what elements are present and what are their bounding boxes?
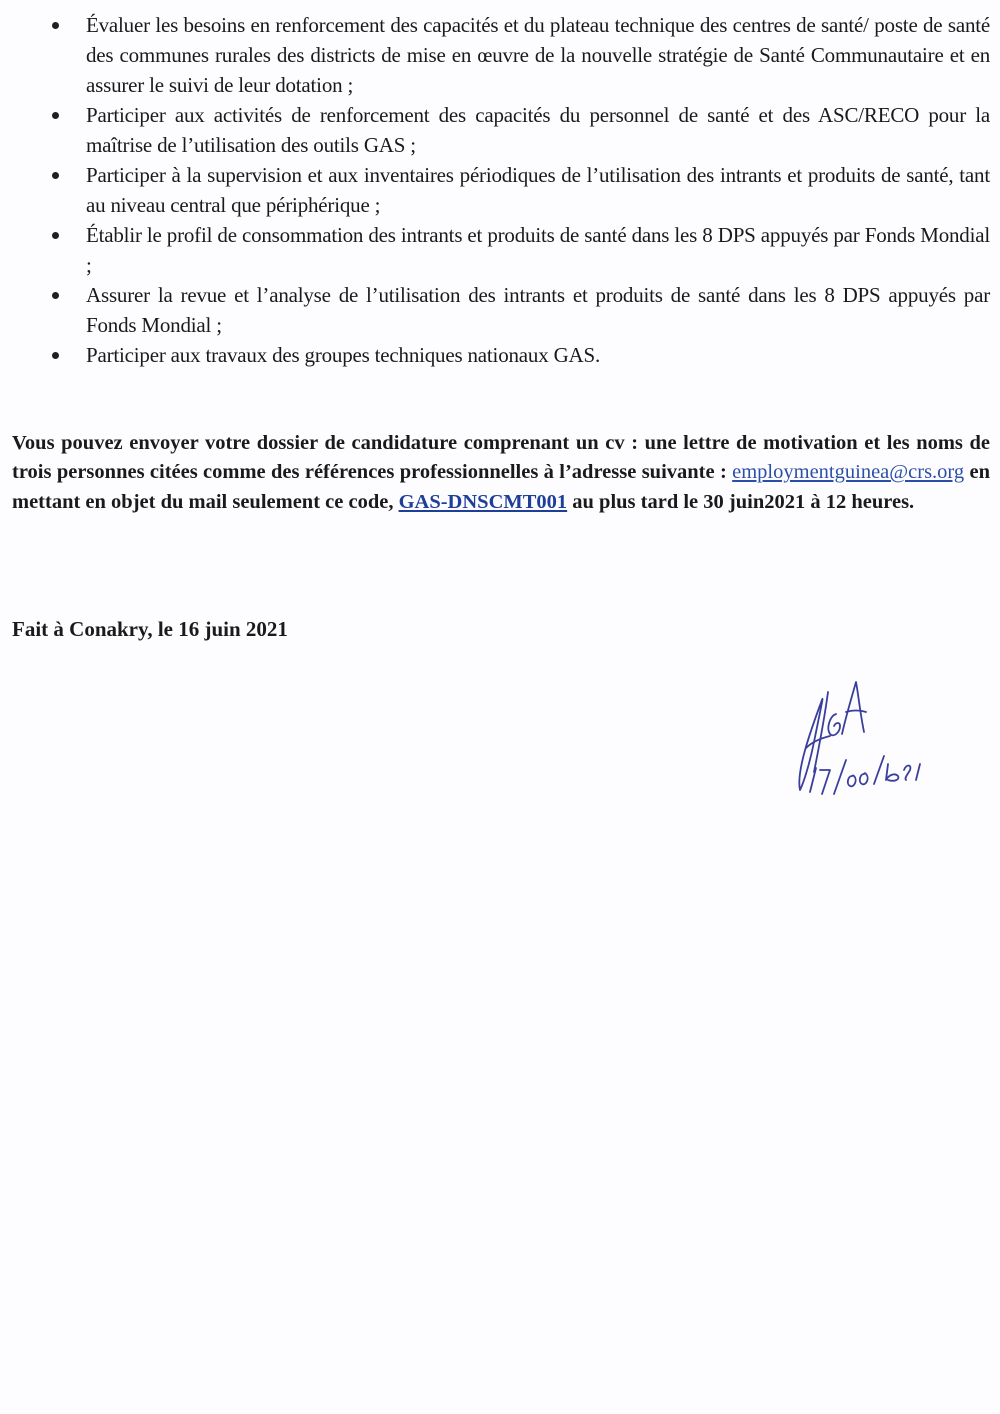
bullet-icon [52, 352, 59, 359]
handwritten-signature [770, 672, 970, 802]
list-item-text: Évaluer les besoins en renforcement des capacités et du plateau technique des centres de santé/ poste de santé des communes rurales des districts de mise en œuvre de la nouvelle stratégie de Santé Communautaire et en assurer le suivi de leur dotation ; [86, 13, 990, 97]
list-item [0, 280, 1000, 340]
responsibilities-list [0, 10, 1000, 370]
list-item [0, 340, 1000, 370]
list-item-text: Établir le profil de consommation des intrants et produits de santé dans les 8 DPS appuyés par Fonds Mondial ; [86, 223, 990, 277]
list-item [0, 100, 1000, 160]
application-instructions [12, 429, 990, 518]
application-text-middle: en mettant en objet du mail seulement ce code, [12, 461, 990, 513]
bullet-icon [52, 112, 59, 119]
list-item [0, 160, 1000, 220]
list-item [0, 10, 1000, 100]
bullet-icon [52, 22, 59, 29]
place-and-date: Fait à Conakry, le 16 juin 2021 [12, 617, 288, 641]
bullet-icon [52, 292, 59, 299]
bullet-icon [52, 172, 59, 179]
application-text-deadline: au plus tard le 30 juin2021 à 12 heures. [567, 490, 915, 513]
list-item-text: Assurer la revue et l’analyse de l’utilisation des intrants et produits de santé dans les 8 DPS appuyés par Fonds Mondial ; [86, 283, 990, 337]
list-item-text: Participer à la supervision et aux inventaires périodiques de l’utilisation des intrants et produits de santé, tant au niveau central que périphérique ; [86, 163, 990, 217]
list-item [0, 220, 1000, 280]
bullet-icon [52, 232, 59, 239]
list-item-text: Participer aux travaux des groupes techniques nationaux GAS. [86, 343, 601, 367]
reference-code-link[interactable]: GAS-DNSCMT001 [398, 490, 568, 513]
email-link[interactable]: employmentguinea@crs.org [732, 461, 965, 483]
application-text-intro: Vous pouvez envoyer votre dossier de candidature comprenant un cv : une lettre de motivation et les noms de trois personnes citées comme des références professionnelles à l’adresse suivante : [12, 431, 990, 483]
signature-icon [770, 672, 970, 802]
list-item-text: Participer aux activités de renforcement des capacités du personnel de santé et des ASC/RECO pour la maîtrise de l’utilisation des outils GAS ; [86, 103, 990, 157]
